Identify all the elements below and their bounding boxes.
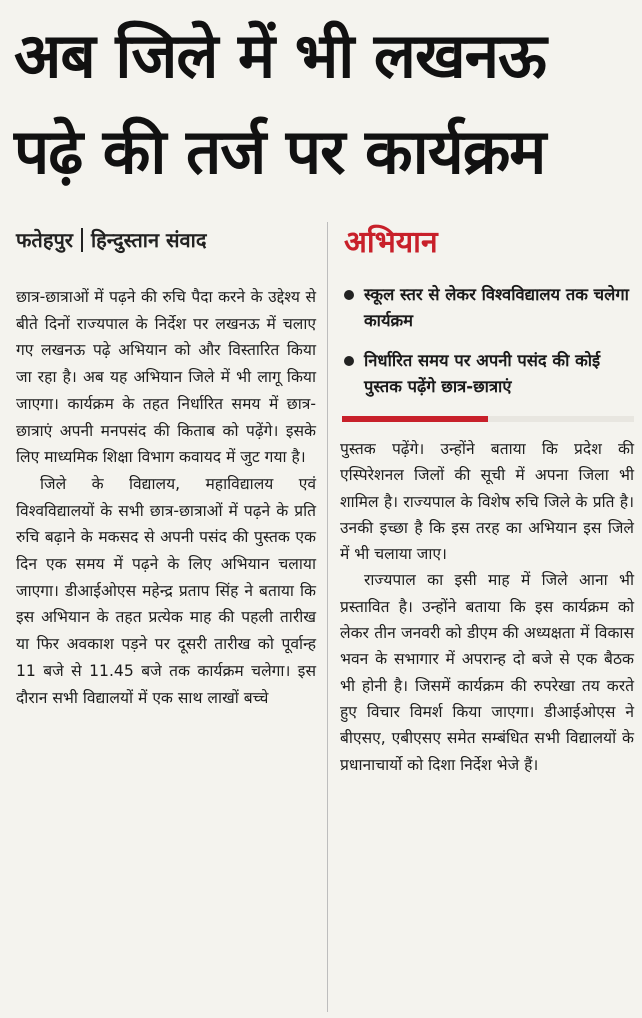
article-paragraph: छात्र-छात्राओं में पढ़ने की रुचि पैदा करने के उद्देश्य से बीते दिनों राज्यपाल के निर्देश पर लखनऊ में चलाए गए लखनऊ पढ़े अभियान को और विस्तारित किया जा रहा है। अब यह अभियान जिले में भी लागू किया जाएगा। कार्यक्रम के तहत निर्धारित समय में छात्र-छात्राएं अपनी मनपसंद की किताब को पढ़ेंगे। इसके लिए माध्यमिक शिक्षा विभाग कवायद में जुट गया है। xyxy=(16,288,316,467)
campaign-bullet-list xyxy=(342,282,634,414)
campaign-bullet-text: स्कूल स्तर से लेकर विश्वविद्यालय तक चलेगा कार्यक्रम xyxy=(364,285,629,330)
byline-location: फतेहपुर xyxy=(16,228,73,252)
article-paragraph: पुस्तक पढ़ेंगे। उन्होंने बताया कि प्रदेश की एस्पिरेशनल जिलों की सूची में अपना जिला भी शामिल है। राज्यपाल के विशेष रुचि जिले के प्रति है। उनकी इच्छा है कि इस तरह का अभियान इस जिले में भी चलाया जाए। xyxy=(340,440,634,564)
byline xyxy=(16,226,206,253)
bullet-dot-icon xyxy=(344,356,354,366)
article-column-right xyxy=(340,436,634,778)
campaign-box-title: अभियान xyxy=(344,225,438,260)
headline xyxy=(14,8,634,200)
article-column-left xyxy=(16,284,316,711)
headline-line-1: अब जिले में भी लखनऊ xyxy=(14,19,546,92)
campaign-bullet-item xyxy=(342,282,634,334)
campaign-box-rule xyxy=(342,416,634,422)
campaign-bullet-item xyxy=(342,348,634,400)
byline-source: हिन्दुस्तान संवाद xyxy=(90,228,207,252)
headline-line-2: पढ़े की तर्ज पर कार्यक्रम xyxy=(14,115,546,188)
article-paragraph: जिले के विद्यालय, महाविद्यालय एवं विश्वविद्यालयों के सभी छात्र-छात्राओं में पढ़ने के प्रति रुचि बढ़ाने के मकसद से अपनी पसंद की पुस्तक एक दिन एक समय में पढ़ने के लिए अभियान चलाया जाएगा। डीआईओएस महेन्द्र प्रताप सिंह ने बताया कि इस अभियान के तहत प्रत्येक माह की पहली तारीख या फिर अवकाश पड़ने पर दूसरी तारीख को पूर्वान्ह 11 बजे से 11.45 बजे तक कार्यक्रम चलेगा। इस दौरान सभी विद्यालयों में एक साथ लाखों बच्चे xyxy=(16,474,316,707)
article-paragraph: राज्यपाल का इसी माह में जिले आना भी प्रस्तावित है। उन्होंने बताया कि इस कार्यक्रम को लेकर तीन जनवरी को डीएम की अध्यक्षता में विकास भवन के सभागार में अपरान्ह दो बजे से एक बैठक भी होनी है। जिसमें कार्यक्रम की रुपरेखा तय करते हुए विचार विमर्श किया जाएगा। डीआईओएस ने बीएसए, एबीएसए समेत सम्बंधित सभी विद्यालयों के प्रधानाचार्यो को दिशा निर्देश भेजे हैं। xyxy=(340,571,634,774)
bullet-dot-icon xyxy=(344,290,354,300)
column-divider xyxy=(327,222,328,1012)
campaign-bullet-text: निर्धारित समय पर अपनी पसंद की कोई पुस्तक पढ़ेंगे छात्र-छात्राएं xyxy=(364,351,601,396)
byline-divider xyxy=(81,228,83,252)
campaign-box-rule-accent xyxy=(342,416,488,422)
